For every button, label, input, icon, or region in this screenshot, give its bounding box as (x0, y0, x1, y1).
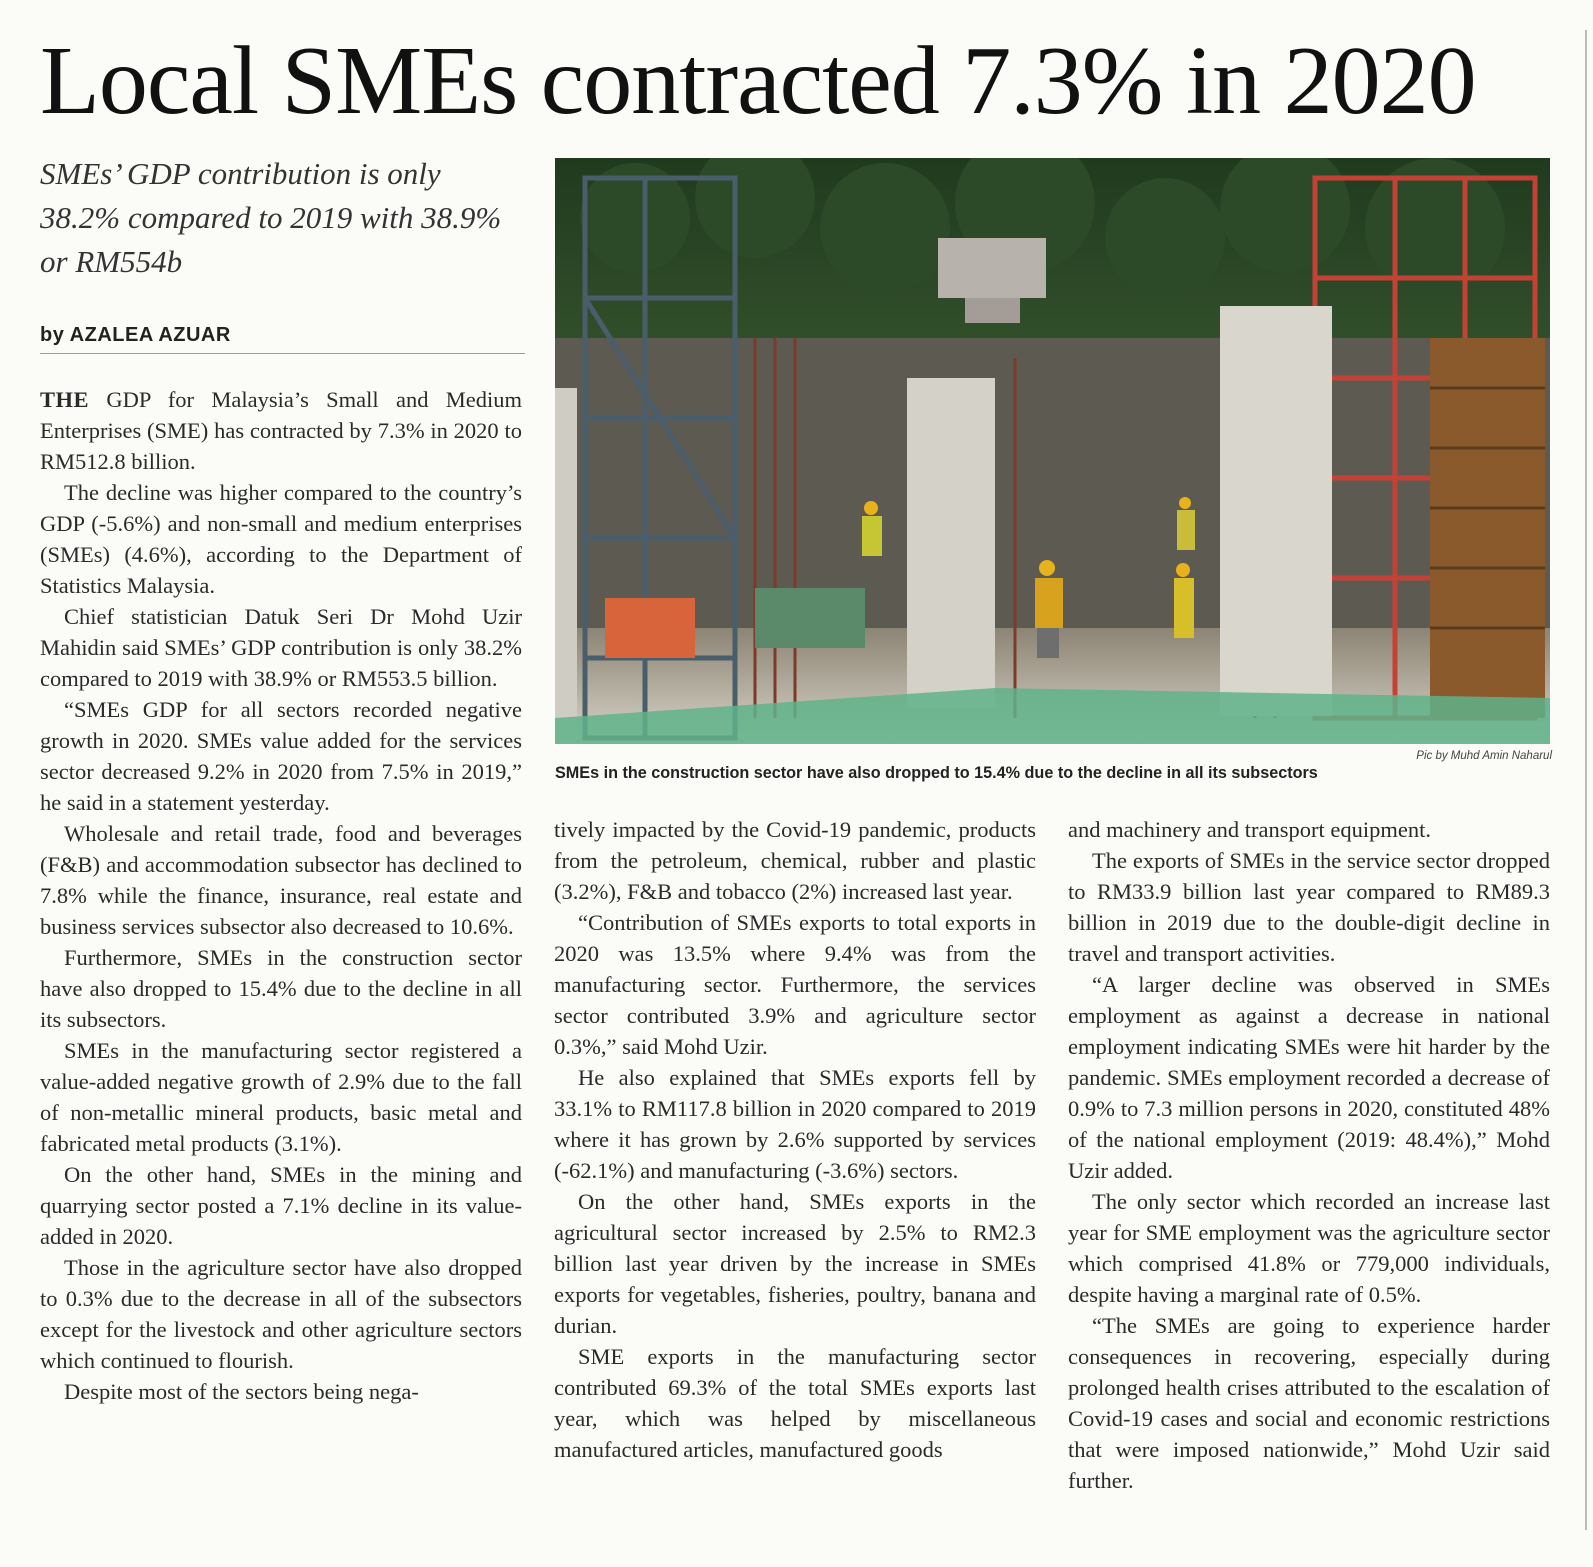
article-column-1 (40, 384, 522, 1407)
paragraph-16: “A larger decline was observed in SMEs employment as against a decrease in national employment indicating SMEs were hit harder by the pandemic. SMEs employment recorded a decrease of 0.9% to 7.3 million persons in 2020, constituted 48% of the national employment (2019: 48.4%),” Mohd Uzir added. (1068, 972, 1550, 1183)
paragraph-17: The only sector which recorded an increase last year for SME employment was the agriculture sector which comprised 41.8% or 779,000 individuals, despite having a marginal rate of 0.5%. (1068, 1189, 1550, 1307)
article-column-3 (1068, 814, 1550, 1496)
headline: Local SMEs contracted 7.3% in 2020 (40, 27, 1476, 135)
construction-site-illustration (555, 158, 1550, 744)
article-column-2 (554, 814, 1036, 1465)
lead-word: THE (40, 387, 90, 412)
paragraph-12: He also explained that SMEs exports fell by 33.1% to RM117.8 billion in 2020 compared to 2019 where it has grown by 2.6% supported by services (-62.1%) and manufacturing (-3.6%) sectors. (554, 1065, 1036, 1183)
paragraph-15: The exports of SMEs in the service sector dropped to RM33.9 billion last year compared to RM89.3 billion in 2019 due to the double-digit decline in travel and transport activities. (1068, 848, 1550, 966)
byline: by AZALEA AZUAR (40, 324, 525, 354)
paragraph-11: “Contribution of SMEs exports to total exports in 2020 was 13.5% where 9.4% was from the manufacturing sector. Furthermore, the services sector contributed 3.9% and agriculture sector 0.3%,” said Mohd Uzir. (554, 910, 1036, 1059)
paragraph-14-continued: and machinery and transport equipment. (1068, 817, 1432, 842)
photo-caption: SMEs in the construction sector have also dropped to 15.4% due to the decline in all its subsectors (555, 764, 1318, 782)
paragraph-5: Wholesale and retail trade, food and beverages (F&B) and accommodation subsector has declined to 7.8% while the finance, insurance, real estate and business services subsector also decreased to 10.6%. (40, 821, 522, 939)
paragraph-1-text: GDP for Malaysia’s Small and Medium Enterprises (SME) has contracted by 7.3% in 2020 to RM512.8 billion. (40, 387, 522, 474)
paragraph-8: On the other hand, SMEs in the mining and quarrying sector posted a 7.1% decline in its value-added in 2020. (40, 1162, 522, 1249)
paragraph-2: The decline was higher compared to the country’s GDP (-5.6%) and non-small and medium enterprises (SMEs) (4.6%), according to the Department of Statistics Malaysia. (40, 480, 522, 598)
paragraph-6: Furthermore, SMEs in the construction sector have also dropped to 15.4% due to the decline in all its subsectors. (40, 945, 522, 1032)
page-edge-rule (1585, 30, 1587, 1530)
paragraph-3: Chief statistician Datuk Seri Dr Mohd Uzir Mahidin said SMEs’ GDP contribution is only 38.2% compared to 2019 with 38.9% or RM553.5 billion. (40, 604, 522, 691)
paragraph-10-start: Despite most of the sectors being nega- (64, 1379, 419, 1404)
paragraph-18: “The SMEs are going to experience harder consequences in recovering, especially during prolonged health crises attributed to the escalation of Covid-19 cases and social and economic restrictions that were imposed nationwide,” Mohd Uzir said further. (1068, 1313, 1550, 1493)
paragraph-4: “SMEs GDP for all sectors recorded negative growth in 2020. SMEs value added for the services sector decreased 9.2% in 2020 from 7.5% in 2019,” he said in a statement yesterday. (40, 697, 522, 815)
construction-site-photo (555, 158, 1550, 744)
deck-subheading: SMEs’ GDP contribution is only 38.2% compared to 2019 with 38.9% or RM554b (40, 156, 502, 279)
paragraph-7: SMEs in the manufacturing sector registered a value-added negative growth of 2.9% due to the fall of non-metallic mineral products, basic metal and fabricated metal products (3.1%). (40, 1038, 522, 1156)
photo-credit: Pic by Muhd Amin Naharul (1416, 750, 1552, 762)
paragraph-1 (40, 384, 522, 477)
paragraph-9: Those in the agriculture sector have also dropped to 0.3% due to the decrease in all of the subsectors except for the livestock and other agriculture sectors which continued to flourish. (40, 1255, 522, 1373)
paragraph-13: On the other hand, SMEs exports in the agricultural sector increased by 2.5% to RM2.3 billion last year driven by the increase in SMEs exports for vegetables, fisheries, poultry, banana and durian. (554, 1189, 1036, 1338)
paragraph-14-start: SME exports in the manufacturing sector contributed 69.3% of the total SMEs exports last year, which was helped by miscellaneous manufactured articles, manufactured goods (554, 1344, 1036, 1462)
paragraph-10-continued: tively impacted by the Covid-19 pandemic, products from the petroleum, chemical, rubber and plastic (3.2%), F&B and tobacco (2%) increased last year. (554, 817, 1036, 904)
